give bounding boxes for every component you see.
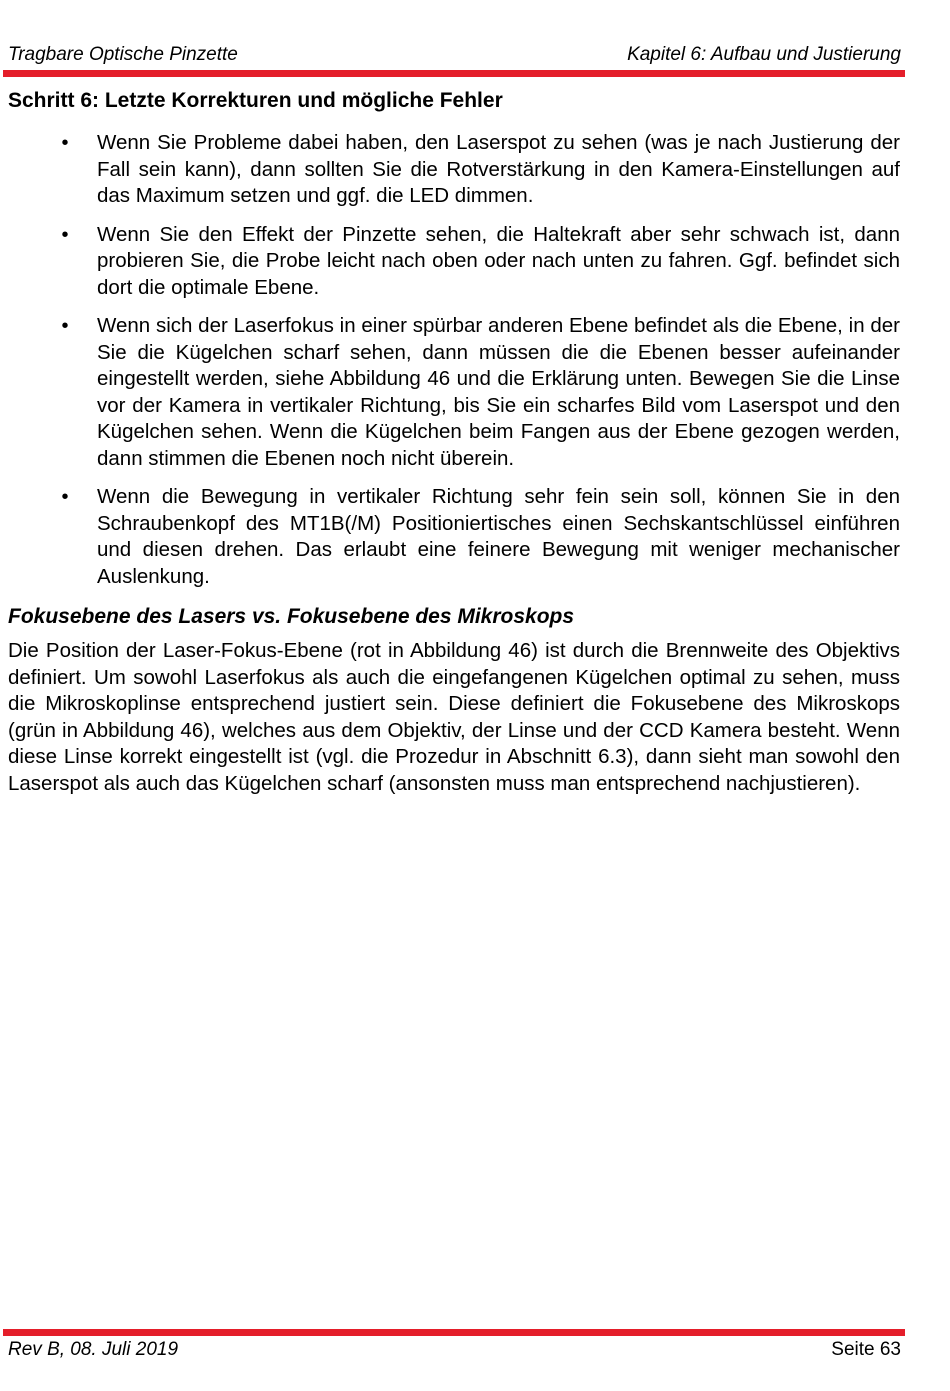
bullet-icon: • — [61, 223, 69, 246]
section-title: Schritt 6: Letzte Korrekturen und mögliche Fehler — [8, 89, 503, 112]
bullet-icon: • — [61, 132, 69, 154]
list-item-text: Wenn sich der Laserfokus in einer spürbar anderen Ebene befindet als die Ebene, in der Sie die Kügelchen scharf sehen, dann müssen die die Ebenen besser aufeinander eingestellt werden, siehe Abbildung 46 und die Erklärung unten. Bewegen Sie die Linse vor der Kamera in vertikaler Richtung, bis Sie ein scharfes Bild vom Laserspot und den Kügelchen sehen. Wenn die Kügelchen beim Fangen aus der Ebene gezogen werden, dann stimmen die Ebenen noch nicht überein. — [97, 314, 900, 470]
page-header — [8, 42, 901, 72]
list-item — [8, 313, 900, 472]
page-number: Seite 63 — [831, 1339, 901, 1360]
list-item-text: Wenn Sie den Effekt der Pinzette sehen, die Haltekraft aber sehr schwach ist, dann probieren Sie, die Probe leicht nach oben oder nach unten zu fahren. Ggf. befindet sich dort die optimale Ebene. — [97, 222, 900, 299]
bullet-icon: • — [61, 486, 69, 508]
list-item — [8, 484, 900, 590]
page-footer — [8, 1337, 901, 1365]
footer-rule — [3, 1329, 905, 1336]
list-item — [8, 130, 900, 210]
bullet-list — [8, 130, 900, 590]
subsection-title: Fokusebene des Lasers vs. Fokusebene des Mikroskops — [8, 605, 575, 628]
bullet-icon: • — [61, 315, 69, 337]
body-paragraph: Die Position der Laser-Fokus-Ebene (rot in Abbildung 46) ist durch die Brennweite des Objektivs definiert. Um sowohl Laserfokus als auch die eingefangenen Kügelchen optimal zu sehen, muss die Mikroskoplinse entsprechend justiert sein. Diese definiert die Fokusebene des Mikroskops (grün in Abbildung 46), welches aus dem Objektiv, der Linse und der CCD Kamera besteht. Wenn diese Linse korrekt eingestellt ist (vgl. die Prozedur in Abschnitt 6.3), dann sieht man sowohl den Laserspot als auch das Kügelchen scharf (ansonsten muss man entsprechend nachjustieren). — [8, 639, 900, 795]
page-content — [8, 86, 900, 797]
footer-revision: Rev B, 08. Juli 2019 — [8, 1339, 179, 1360]
list-item — [8, 222, 900, 302]
list-item-text: Wenn die Bewegung in vertikaler Richtung sehr fein sein soll, können Sie in den Schraubenkopf des MT1B(/M) Positioniertisches einen Sechskantschlüssel einführen und diesen drehen. Das erlaubt eine feinere Bewegung mit weniger mechanischer Auslenkung. — [97, 485, 900, 588]
header-document-title: Tragbare Optische Pinzette — [8, 44, 238, 65]
header-rule — [3, 70, 905, 77]
list-item-text: Wenn Sie Probleme dabei haben, den Laserspot zu sehen (was je nach Justierung der Fall sein kann), dann sollten Sie die Rotverstärkung in den Kamera-Einstellungen auf das Maximum setzen und ggf. die LED dimmen. — [97, 131, 900, 207]
header-chapter-title: Kapitel 6: Aufbau und Justierung — [627, 44, 901, 65]
